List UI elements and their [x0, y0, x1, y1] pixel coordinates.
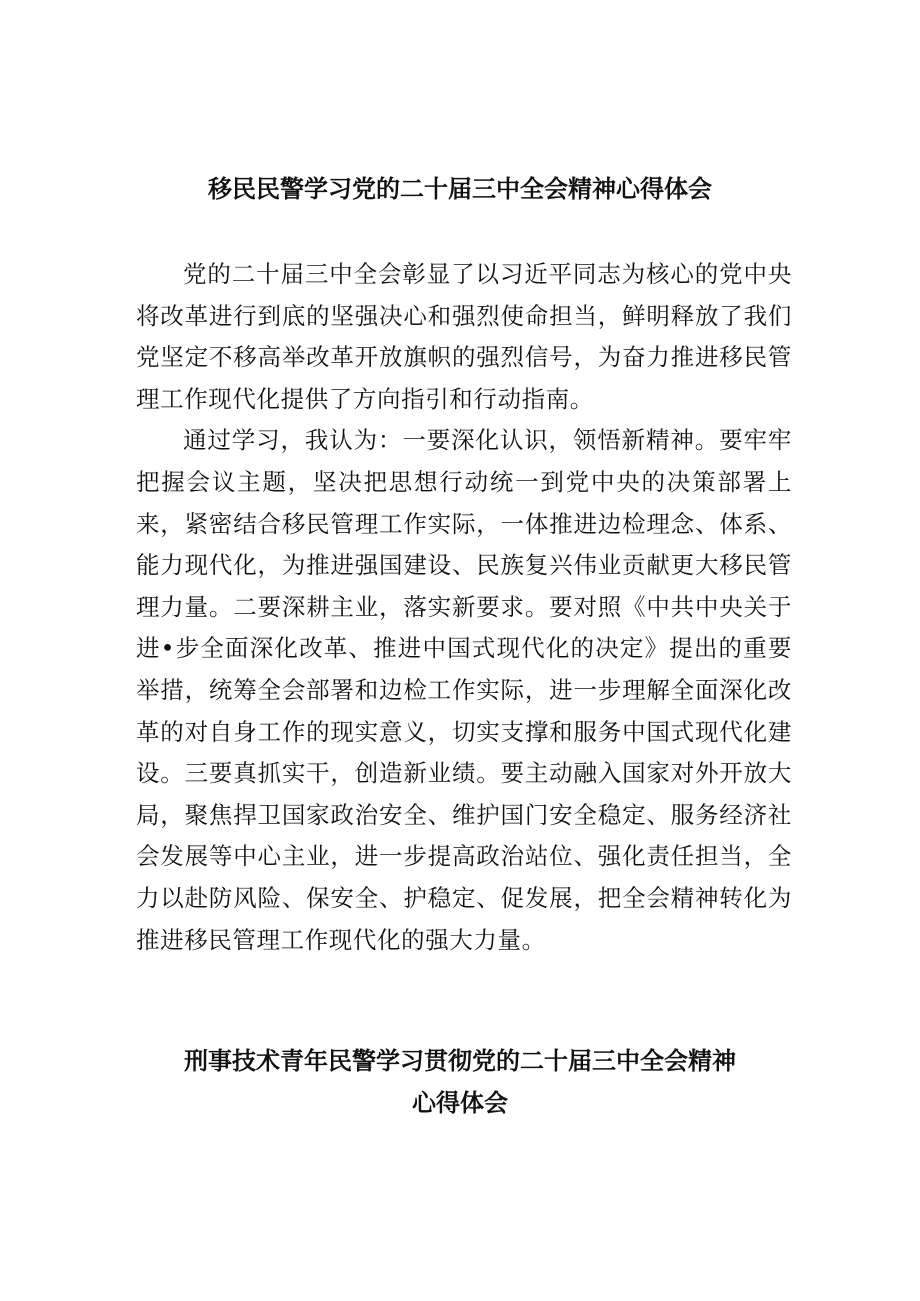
second-article-title [130, 1040, 790, 1124]
article-body [136, 254, 792, 961]
paragraph-1: 党的二十届三中全会彰显了以习近平同志为核心的党中央将改革进行到底的坚强决心和强烈使命担当，鲜明释放了我们党坚定不移高举改革开放旗帜的强烈信号，为奋力推进移民管理工作现代化提供了方向指引和行动指南。 [136, 260, 792, 413]
second-title-line-1: 刑事技术青年民警学习贯彻党的二十届三中全会精神 [184, 1047, 736, 1075]
paragraph-2: 通过学习，我认为：一要深化认识，领悟新精神。要牢牢把握会议主题，坚决把思想行动统一到党中央的决策部署上来，紧密结合移民管理工作实际，一体推进边检理念、体系、能力现代化，为推进强国建设、民族复兴伟业贡献更大移民管理力量。二要深耕主业，落实新要求。要对照《中共中央关于进•步全面深化改革、推进中国式现代化的决定》提出的重要举措，统筹全会部署和边检工作实际，进一步理解全面深化改革的对自身工作的现实意义，切实支撑和服务中国式现代化建设。三要真抓实干，创造新业绩。要主动融入国家对外开放大局，聚焦捍卫国家政治安全、维护国门安全稳定、服务经济社会发展等中心主业，进一步提高政治站位、强化责任担当，全力以赴防风险、保安全、护稳定、促发展，把全会精神转化为推进移民管理工作现代化的强大力量。 [136, 426, 792, 954]
second-title-line-2: 心得体会 [412, 1089, 508, 1117]
article-title: 移民民警学习党的二十届三中全会精神心得体会 [208, 175, 712, 203]
